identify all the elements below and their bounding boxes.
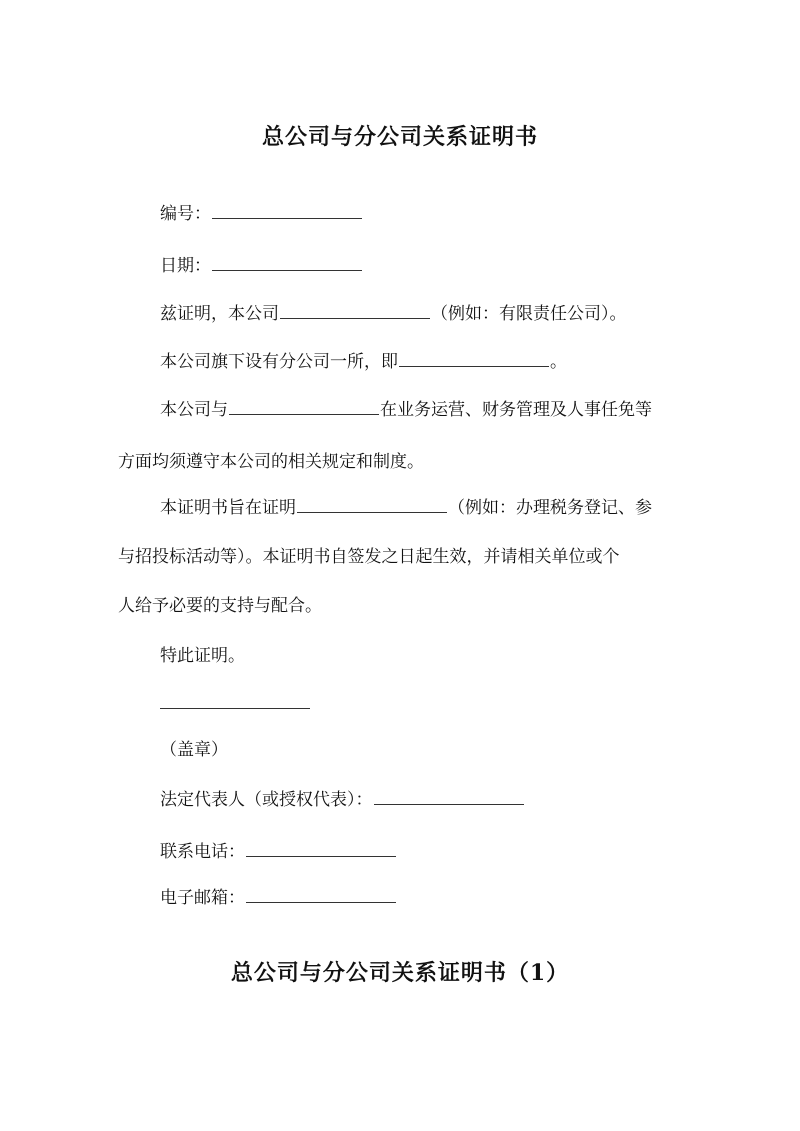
closing-text: 特此证明。 (160, 646, 245, 666)
p4-pre: 本证明书旨在证明 (160, 498, 296, 518)
paragraph-3 (160, 398, 652, 422)
paragraph-1 (160, 302, 627, 326)
number-blank (212, 204, 362, 219)
signature-line (160, 708, 310, 709)
number-label: 编号： (160, 204, 211, 224)
legal-rep-blank (374, 790, 524, 805)
p3-post: 在业务运营、财务管理及人事任免等 (380, 400, 652, 420)
date-blank (212, 256, 362, 271)
email-blank (246, 888, 396, 903)
p4-post: （例如：办理税务登记、参 (448, 498, 652, 518)
number-line (160, 202, 363, 226)
company-type-blank (280, 304, 430, 319)
phone-label: 联系电话： (160, 842, 245, 862)
p3-pre: 本公司与 (160, 400, 228, 420)
phone-line (160, 840, 397, 864)
document-title-2: 总公司与分公司关系证明书（1） (230, 960, 570, 986)
date-line (160, 254, 363, 278)
seal-label: （盖章） (160, 740, 228, 760)
paragraph-4-cont-1: 与招投标活动等）。本证明书自签发之日起生效，并请相关单位或个 (118, 547, 620, 567)
legal-rep-line (160, 788, 525, 812)
email-line (160, 886, 397, 910)
paragraph-4 (160, 496, 652, 520)
p2-post: 。 (550, 352, 567, 372)
email-label: 电子邮箱： (160, 888, 245, 908)
phone-blank (246, 842, 396, 857)
purpose-blank (297, 498, 447, 513)
branch-name-blank (399, 352, 549, 367)
p1-post: （例如：有限责任公司）。 (431, 304, 627, 324)
paragraph-2 (160, 350, 567, 374)
branch-blank (229, 400, 379, 415)
legal-rep-label: 法定代表人（或授权代表）： (160, 790, 373, 810)
paragraph-3-cont: 方面均须遵守本公司的相关规定和制度。 (118, 452, 424, 472)
p1-pre: 兹证明，本公司 (160, 304, 279, 324)
date-label: 日期： (160, 256, 211, 276)
paragraph-4-cont-2: 人给予必要的支持与配合。 (118, 596, 322, 616)
p2-pre: 本公司旗下设有分公司一所，即 (160, 352, 398, 372)
document-title: 总公司与分公司关系证明书 (261, 124, 538, 150)
